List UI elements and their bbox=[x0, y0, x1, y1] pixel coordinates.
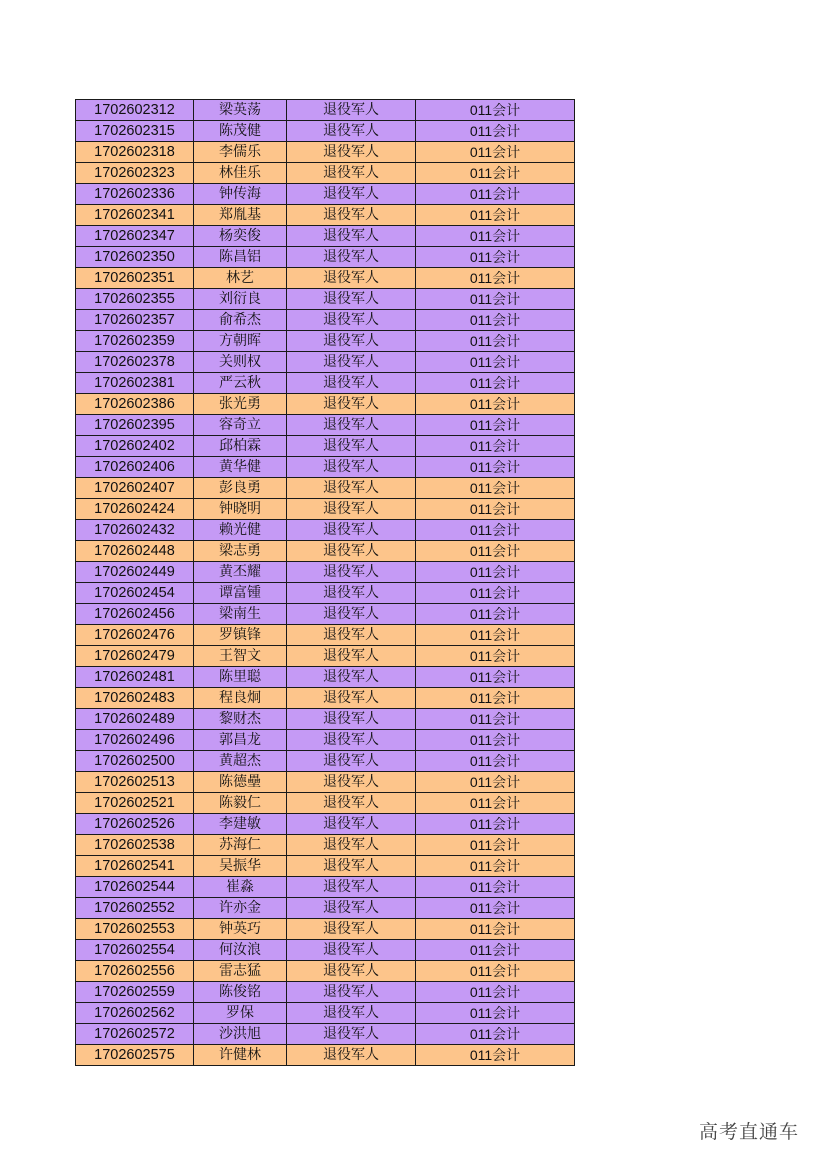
cell-exam-id: 1702602454 bbox=[76, 583, 194, 604]
cell-category: 退役军人 bbox=[287, 373, 416, 394]
table-row bbox=[76, 247, 575, 268]
table-row bbox=[76, 541, 575, 562]
table-row bbox=[76, 373, 575, 394]
cell-student-name: 林艺 bbox=[194, 268, 287, 289]
cell-major: 011会计 bbox=[416, 751, 575, 772]
cell-major: 011会计 bbox=[416, 1003, 575, 1024]
cell-student-name: 彭良勇 bbox=[194, 478, 287, 499]
cell-category: 退役军人 bbox=[287, 982, 416, 1003]
cell-exam-id: 1702602572 bbox=[76, 1024, 194, 1045]
cell-exam-id: 1702602526 bbox=[76, 814, 194, 835]
cell-major: 011会计 bbox=[416, 331, 575, 352]
cell-exam-id: 1702602448 bbox=[76, 541, 194, 562]
cell-major: 011会计 bbox=[416, 814, 575, 835]
table-row bbox=[76, 268, 575, 289]
cell-student-name: 杨奕俊 bbox=[194, 226, 287, 247]
cell-major: 011会计 bbox=[416, 478, 575, 499]
cell-major: 011会计 bbox=[416, 898, 575, 919]
cell-category: 退役军人 bbox=[287, 520, 416, 541]
cell-category: 退役军人 bbox=[287, 646, 416, 667]
cell-exam-id: 1702602483 bbox=[76, 688, 194, 709]
cell-exam-id: 1702602538 bbox=[76, 835, 194, 856]
table-row bbox=[76, 331, 575, 352]
cell-major: 011会计 bbox=[416, 961, 575, 982]
table-row bbox=[76, 415, 575, 436]
cell-student-name: 梁南生 bbox=[194, 604, 287, 625]
cell-category: 退役军人 bbox=[287, 268, 416, 289]
cell-category: 退役军人 bbox=[287, 856, 416, 877]
cell-exam-id: 1702602449 bbox=[76, 562, 194, 583]
cell-exam-id: 1702602402 bbox=[76, 436, 194, 457]
cell-exam-id: 1702602553 bbox=[76, 919, 194, 940]
cell-exam-id: 1702602513 bbox=[76, 772, 194, 793]
table-row bbox=[76, 457, 575, 478]
cell-category: 退役军人 bbox=[287, 457, 416, 478]
cell-exam-id: 1702602406 bbox=[76, 457, 194, 478]
cell-major: 011会计 bbox=[416, 1024, 575, 1045]
cell-category: 退役军人 bbox=[287, 583, 416, 604]
cell-exam-id: 1702602318 bbox=[76, 142, 194, 163]
cell-student-name: 黄华健 bbox=[194, 457, 287, 478]
cell-major: 011会计 bbox=[416, 247, 575, 268]
cell-exam-id: 1702602500 bbox=[76, 751, 194, 772]
cell-exam-id: 1702602432 bbox=[76, 520, 194, 541]
table-row bbox=[76, 289, 575, 310]
cell-exam-id: 1702602424 bbox=[76, 499, 194, 520]
cell-student-name: 黄丕耀 bbox=[194, 562, 287, 583]
cell-student-name: 程良炯 bbox=[194, 688, 287, 709]
cell-category: 退役军人 bbox=[287, 814, 416, 835]
table-row bbox=[76, 142, 575, 163]
cell-student-name: 崔淼 bbox=[194, 877, 287, 898]
cell-exam-id: 1702602562 bbox=[76, 1003, 194, 1024]
cell-category: 退役军人 bbox=[287, 793, 416, 814]
table-row bbox=[76, 625, 575, 646]
cell-major: 011会计 bbox=[416, 520, 575, 541]
cell-category: 退役军人 bbox=[287, 226, 416, 247]
cell-exam-id: 1702602559 bbox=[76, 982, 194, 1003]
cell-category: 退役军人 bbox=[287, 667, 416, 688]
cell-exam-id: 1702602544 bbox=[76, 877, 194, 898]
cell-student-name: 陈毅仁 bbox=[194, 793, 287, 814]
cell-major: 011会计 bbox=[416, 1045, 575, 1066]
table-row bbox=[76, 814, 575, 835]
cell-category: 退役军人 bbox=[287, 1024, 416, 1045]
cell-major: 011会计 bbox=[416, 100, 575, 121]
cell-major: 011会计 bbox=[416, 121, 575, 142]
table-row bbox=[76, 919, 575, 940]
cell-category: 退役军人 bbox=[287, 877, 416, 898]
cell-student-name: 林佳乐 bbox=[194, 163, 287, 184]
cell-student-name: 吴振华 bbox=[194, 856, 287, 877]
cell-student-name: 沙洪旭 bbox=[194, 1024, 287, 1045]
table-row bbox=[76, 772, 575, 793]
cell-major: 011会计 bbox=[416, 436, 575, 457]
cell-major: 011会计 bbox=[416, 226, 575, 247]
table-row bbox=[76, 1045, 575, 1066]
cell-category: 退役军人 bbox=[287, 163, 416, 184]
cell-category: 退役军人 bbox=[287, 751, 416, 772]
table-row bbox=[76, 835, 575, 856]
watermark-text: 高考直通车 bbox=[698, 1121, 799, 1143]
table-row bbox=[76, 394, 575, 415]
table-row bbox=[76, 898, 575, 919]
cell-major: 011会计 bbox=[416, 562, 575, 583]
cell-category: 退役军人 bbox=[287, 184, 416, 205]
table-row bbox=[76, 226, 575, 247]
table-row bbox=[76, 562, 575, 583]
cell-major: 011会计 bbox=[416, 394, 575, 415]
cell-exam-id: 1702602381 bbox=[76, 373, 194, 394]
cell-exam-id: 1702602479 bbox=[76, 646, 194, 667]
cell-category: 退役军人 bbox=[287, 835, 416, 856]
table-row bbox=[76, 352, 575, 373]
cell-student-name: 梁英荡 bbox=[194, 100, 287, 121]
cell-exam-id: 1702602347 bbox=[76, 226, 194, 247]
table-row bbox=[76, 184, 575, 205]
cell-student-name: 钟传海 bbox=[194, 184, 287, 205]
cell-exam-id: 1702602476 bbox=[76, 625, 194, 646]
cell-major: 011会计 bbox=[416, 646, 575, 667]
cell-category: 退役军人 bbox=[287, 100, 416, 121]
cell-major: 011会计 bbox=[416, 919, 575, 940]
cell-student-name: 黄超杰 bbox=[194, 751, 287, 772]
table-row bbox=[76, 100, 575, 121]
cell-student-name: 何汝浪 bbox=[194, 940, 287, 961]
roster-table bbox=[75, 99, 575, 1066]
cell-category: 退役军人 bbox=[287, 478, 416, 499]
cell-category: 退役军人 bbox=[287, 499, 416, 520]
cell-major: 011会计 bbox=[416, 583, 575, 604]
cell-student-name: 罗保 bbox=[194, 1003, 287, 1024]
cell-student-name: 陈茂健 bbox=[194, 121, 287, 142]
cell-student-name: 陈德壘 bbox=[194, 772, 287, 793]
cell-exam-id: 1702602315 bbox=[76, 121, 194, 142]
table-row bbox=[76, 982, 575, 1003]
cell-major: 011会计 bbox=[416, 709, 575, 730]
table-row bbox=[76, 877, 575, 898]
cell-category: 退役军人 bbox=[287, 1045, 416, 1066]
cell-student-name: 容奇立 bbox=[194, 415, 287, 436]
table-row bbox=[76, 667, 575, 688]
table-row bbox=[76, 709, 575, 730]
cell-category: 退役军人 bbox=[287, 562, 416, 583]
cell-category: 退役军人 bbox=[287, 310, 416, 331]
table-row bbox=[76, 604, 575, 625]
cell-major: 011会计 bbox=[416, 688, 575, 709]
cell-exam-id: 1702602481 bbox=[76, 667, 194, 688]
cell-major: 011会计 bbox=[416, 184, 575, 205]
cell-exam-id: 1702602575 bbox=[76, 1045, 194, 1066]
cell-exam-id: 1702602336 bbox=[76, 184, 194, 205]
cell-major: 011会计 bbox=[416, 541, 575, 562]
cell-major: 011会计 bbox=[416, 793, 575, 814]
cell-student-name: 李建敏 bbox=[194, 814, 287, 835]
cell-category: 退役军人 bbox=[287, 625, 416, 646]
cell-exam-id: 1702602407 bbox=[76, 478, 194, 499]
cell-category: 退役军人 bbox=[287, 730, 416, 751]
cell-major: 011会计 bbox=[416, 856, 575, 877]
cell-exam-id: 1702602312 bbox=[76, 100, 194, 121]
cell-exam-id: 1702602357 bbox=[76, 310, 194, 331]
cell-major: 011会计 bbox=[416, 163, 575, 184]
cell-category: 退役军人 bbox=[287, 898, 416, 919]
cell-category: 退役军人 bbox=[287, 289, 416, 310]
table-row bbox=[76, 1024, 575, 1045]
cell-exam-id: 1702602489 bbox=[76, 709, 194, 730]
cell-student-name: 陈昌铝 bbox=[194, 247, 287, 268]
roster-table-body bbox=[76, 100, 575, 1066]
cell-category: 退役军人 bbox=[287, 247, 416, 268]
cell-category: 退役军人 bbox=[287, 919, 416, 940]
cell-exam-id: 1702602351 bbox=[76, 268, 194, 289]
cell-student-name: 谭富锺 bbox=[194, 583, 287, 604]
cell-major: 011会计 bbox=[416, 835, 575, 856]
cell-category: 退役军人 bbox=[287, 541, 416, 562]
table-row bbox=[76, 856, 575, 877]
table-row bbox=[76, 583, 575, 604]
table-row bbox=[76, 961, 575, 982]
cell-exam-id: 1702602554 bbox=[76, 940, 194, 961]
cell-category: 退役军人 bbox=[287, 961, 416, 982]
table-row bbox=[76, 1003, 575, 1024]
table-row bbox=[76, 520, 575, 541]
table-row bbox=[76, 163, 575, 184]
cell-exam-id: 1702602386 bbox=[76, 394, 194, 415]
cell-major: 011会计 bbox=[416, 730, 575, 751]
cell-category: 退役军人 bbox=[287, 688, 416, 709]
cell-major: 011会计 bbox=[416, 415, 575, 436]
table-row bbox=[76, 478, 575, 499]
cell-category: 退役军人 bbox=[287, 709, 416, 730]
cell-major: 011会计 bbox=[416, 457, 575, 478]
cell-major: 011会计 bbox=[416, 310, 575, 331]
cell-major: 011会计 bbox=[416, 982, 575, 1003]
table-row bbox=[76, 205, 575, 226]
table-row bbox=[76, 793, 575, 814]
cell-exam-id: 1702602552 bbox=[76, 898, 194, 919]
cell-student-name: 李儒乐 bbox=[194, 142, 287, 163]
cell-major: 011会计 bbox=[416, 205, 575, 226]
cell-category: 退役军人 bbox=[287, 142, 416, 163]
cell-student-name: 郑胤基 bbox=[194, 205, 287, 226]
cell-student-name: 方朝晖 bbox=[194, 331, 287, 352]
cell-student-name: 严云秋 bbox=[194, 373, 287, 394]
cell-category: 退役军人 bbox=[287, 352, 416, 373]
cell-exam-id: 1702602350 bbox=[76, 247, 194, 268]
cell-category: 退役军人 bbox=[287, 604, 416, 625]
cell-student-name: 罗镇锋 bbox=[194, 625, 287, 646]
cell-major: 011会计 bbox=[416, 940, 575, 961]
table-row bbox=[76, 646, 575, 667]
cell-student-name: 许亦金 bbox=[194, 898, 287, 919]
cell-major: 011会计 bbox=[416, 142, 575, 163]
cell-major: 011会计 bbox=[416, 289, 575, 310]
cell-student-name: 郭昌龙 bbox=[194, 730, 287, 751]
cell-student-name: 钟晓明 bbox=[194, 499, 287, 520]
cell-student-name: 刘衍良 bbox=[194, 289, 287, 310]
cell-student-name: 陈俊铭 bbox=[194, 982, 287, 1003]
cell-exam-id: 1702602341 bbox=[76, 205, 194, 226]
cell-major: 011会计 bbox=[416, 877, 575, 898]
cell-category: 退役军人 bbox=[287, 121, 416, 142]
cell-exam-id: 1702602496 bbox=[76, 730, 194, 751]
cell-exam-id: 1702602556 bbox=[76, 961, 194, 982]
cell-student-name: 关则权 bbox=[194, 352, 287, 373]
cell-category: 退役军人 bbox=[287, 436, 416, 457]
cell-student-name: 苏海仁 bbox=[194, 835, 287, 856]
cell-exam-id: 1702602359 bbox=[76, 331, 194, 352]
cell-exam-id: 1702602395 bbox=[76, 415, 194, 436]
table-row bbox=[76, 751, 575, 772]
cell-exam-id: 1702602541 bbox=[76, 856, 194, 877]
cell-major: 011会计 bbox=[416, 625, 575, 646]
cell-student-name: 钟英巧 bbox=[194, 919, 287, 940]
cell-student-name: 梁志勇 bbox=[194, 541, 287, 562]
cell-major: 011会计 bbox=[416, 373, 575, 394]
cell-student-name: 陈里聪 bbox=[194, 667, 287, 688]
cell-major: 011会计 bbox=[416, 772, 575, 793]
cell-exam-id: 1702602323 bbox=[76, 163, 194, 184]
table-row bbox=[76, 499, 575, 520]
cell-category: 退役军人 bbox=[287, 394, 416, 415]
cell-major: 011会计 bbox=[416, 352, 575, 373]
table-row bbox=[76, 310, 575, 331]
table-row bbox=[76, 730, 575, 751]
table-row bbox=[76, 121, 575, 142]
cell-student-name: 俞希杰 bbox=[194, 310, 287, 331]
cell-category: 退役军人 bbox=[287, 205, 416, 226]
cell-major: 011会计 bbox=[416, 499, 575, 520]
cell-exam-id: 1702602456 bbox=[76, 604, 194, 625]
cell-student-name: 黎财杰 bbox=[194, 709, 287, 730]
cell-major: 011会计 bbox=[416, 667, 575, 688]
cell-student-name: 王智文 bbox=[194, 646, 287, 667]
cell-student-name: 雷志猛 bbox=[194, 961, 287, 982]
cell-student-name: 许健林 bbox=[194, 1045, 287, 1066]
cell-category: 退役军人 bbox=[287, 331, 416, 352]
cell-student-name: 赖光健 bbox=[194, 520, 287, 541]
cell-exam-id: 1702602378 bbox=[76, 352, 194, 373]
cell-major: 011会计 bbox=[416, 268, 575, 289]
cell-exam-id: 1702602521 bbox=[76, 793, 194, 814]
table-row bbox=[76, 940, 575, 961]
table-row bbox=[76, 688, 575, 709]
cell-major: 011会计 bbox=[416, 604, 575, 625]
cell-category: 退役军人 bbox=[287, 415, 416, 436]
table-row bbox=[76, 436, 575, 457]
cell-category: 退役军人 bbox=[287, 772, 416, 793]
cell-exam-id: 1702602355 bbox=[76, 289, 194, 310]
cell-category: 退役军人 bbox=[287, 940, 416, 961]
cell-student-name: 邱柏霖 bbox=[194, 436, 287, 457]
cell-student-name: 张光勇 bbox=[194, 394, 287, 415]
cell-category: 退役军人 bbox=[287, 1003, 416, 1024]
